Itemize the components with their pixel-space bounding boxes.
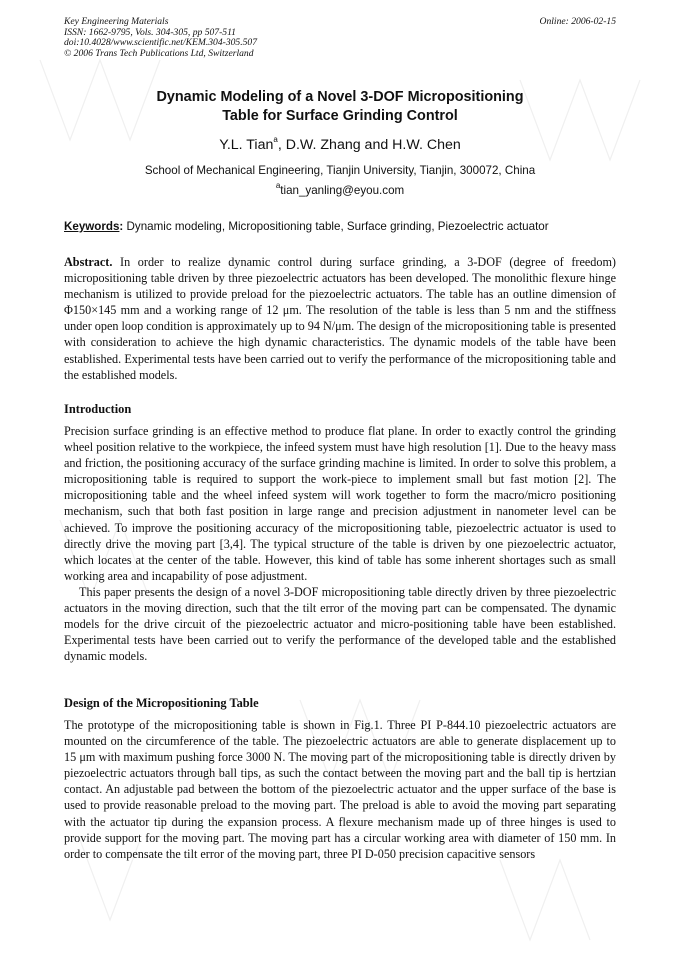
abstract: [64, 254, 616, 383]
author-superscript: a: [273, 135, 278, 145]
design-paragraph-1: The prototype of the micropositioning table is shown in Fig.1. Three PI P-844.10 piezoelectric actuators are mounted on the circumference of the table. The piezoelectric actuators are able to generate displacement up to 15 μm with maximum pushing force 3000 N. The moving part of the micropositioning table is directly driven by piezoelectric actuators through ball tips, as such the contact between the moving part and the ball tip is hertzian contact. An adjustable pad between the bottom of the piezoelectric actuator and the upper surface of the base is used to provide reasonable preload to the moving part. The preload is able to avoid the moving part separating with the actuator tip during the expansion process. A flexure mechanism made up of three hinges is used to provide support for the moving part. The moving part has a circular working area with diameter of 150 mm. In order to compensate the tilt error of the moving part, three PI D-050 precision capacitive sensors: [64, 718, 616, 861]
doi-line: doi:10.4028/www.scientific.net/KEM.304-305.507: [64, 37, 258, 49]
issn-line: ISSN: 1662-9795, Vols. 304-305, pp 507-511: [64, 26, 236, 38]
introduction-paragraph-2: This paper presents the design of a novel 3-DOF micropositioning table directly driven by three piezoelectric actuators in the moving direction, such that the tilt error of the moving part can be compensated. The dynamic models for the drive circuit of the piezoelectric actuator and micro-positioning table have been established. Experimental tests have been carried out to verify the performance of the developed table and the established dynamic models.: [64, 584, 616, 664]
title-line-1: Dynamic Modeling of a Novel 3-DOF Micropositioning: [156, 89, 524, 105]
keywords-label: Keywords: [64, 220, 120, 233]
journal-header: [64, 17, 616, 59]
author-first: Y.L. Tian: [219, 137, 274, 153]
design-heading: Design of the Micropositioning Table: [64, 696, 259, 710]
paper-title: [64, 88, 616, 126]
introduction-heading: Introduction: [64, 402, 132, 416]
email-address: tian_yanling@eyou.com: [280, 184, 405, 197]
online-date: Online: 2006-02-15: [539, 16, 616, 27]
author-rest: , D.W. Zhang and H.W. Chen: [277, 137, 461, 153]
author-list: [64, 137, 616, 153]
abstract-label: Abstract.: [64, 255, 113, 269]
abstract-text: In order to realize dynamic control during surface grinding, a 3-DOF (degree of freedom) micropositioning table driven by three piezoelectric actuators has been developed. The monolithic flexure hinge mechanism is utilized to provide preload for the piezoelectric actuators. The table has an outline dimension of Φ150×145 mm and a working range of 12 μm. The resolution of the table is less than 5 nm and the stiffness under open loop condition is approximately up to 94 N/μm. The design of the micropositioning table is presented with consideration to achieve the high dynamic characteristics. The dynamic models of the table have been established. Experimental tests have been carried out to verify the performance of the micropositioning table and the established models.: [64, 255, 616, 382]
introduction-paragraph-1: Precision surface grinding is an effective method to produce flat plane. In order to exactly control the grinding wheel position relative to the workpiece, the infeed system must have high resolution [1]. Due to the heavy mass and friction, the positioning accuracy of the surface grinding machine is limited. In order to solve this problem, a micropositioning table is required to support the work-piece to implement small but fast motion [2]. The micropositioning table and the wheel infeed system will work together to form the macro/micro positioning mechanism, such that both fast position in large range and precision adjustment in nanometer level can be achieved. To improve the positioning accuracy of the micropositioning table, piezoelectric actuator is used to directly drive the moving part [3,4]. The typical structure of the table is driven by one piezoelectric actuator, which locates at the center of the table. However, this kind of table has some inherent shortages such as small working area and incapability of pose adjustment.: [64, 424, 616, 583]
keywords-text: Dynamic modeling, Micropositioning table, Surface grinding, Piezoelectric actuator: [123, 220, 549, 233]
introduction-body: [64, 423, 616, 664]
keywords-colon: :: [119, 220, 124, 233]
email-superscript: a: [275, 181, 281, 191]
design-body: [64, 717, 616, 862]
copyright-line: © 2006 Trans Tech Publications Ltd, Switzerland: [64, 47, 254, 59]
title-line-2: Table for Surface Grinding Control: [222, 108, 458, 124]
keywords-line: [64, 220, 624, 233]
affiliation: School of Mechanical Engineering, Tianjin University, Tianjin, 300072, China: [144, 164, 536, 177]
journal-name: Key Engineering Materials: [64, 16, 169, 27]
author-email: [64, 181, 616, 197]
